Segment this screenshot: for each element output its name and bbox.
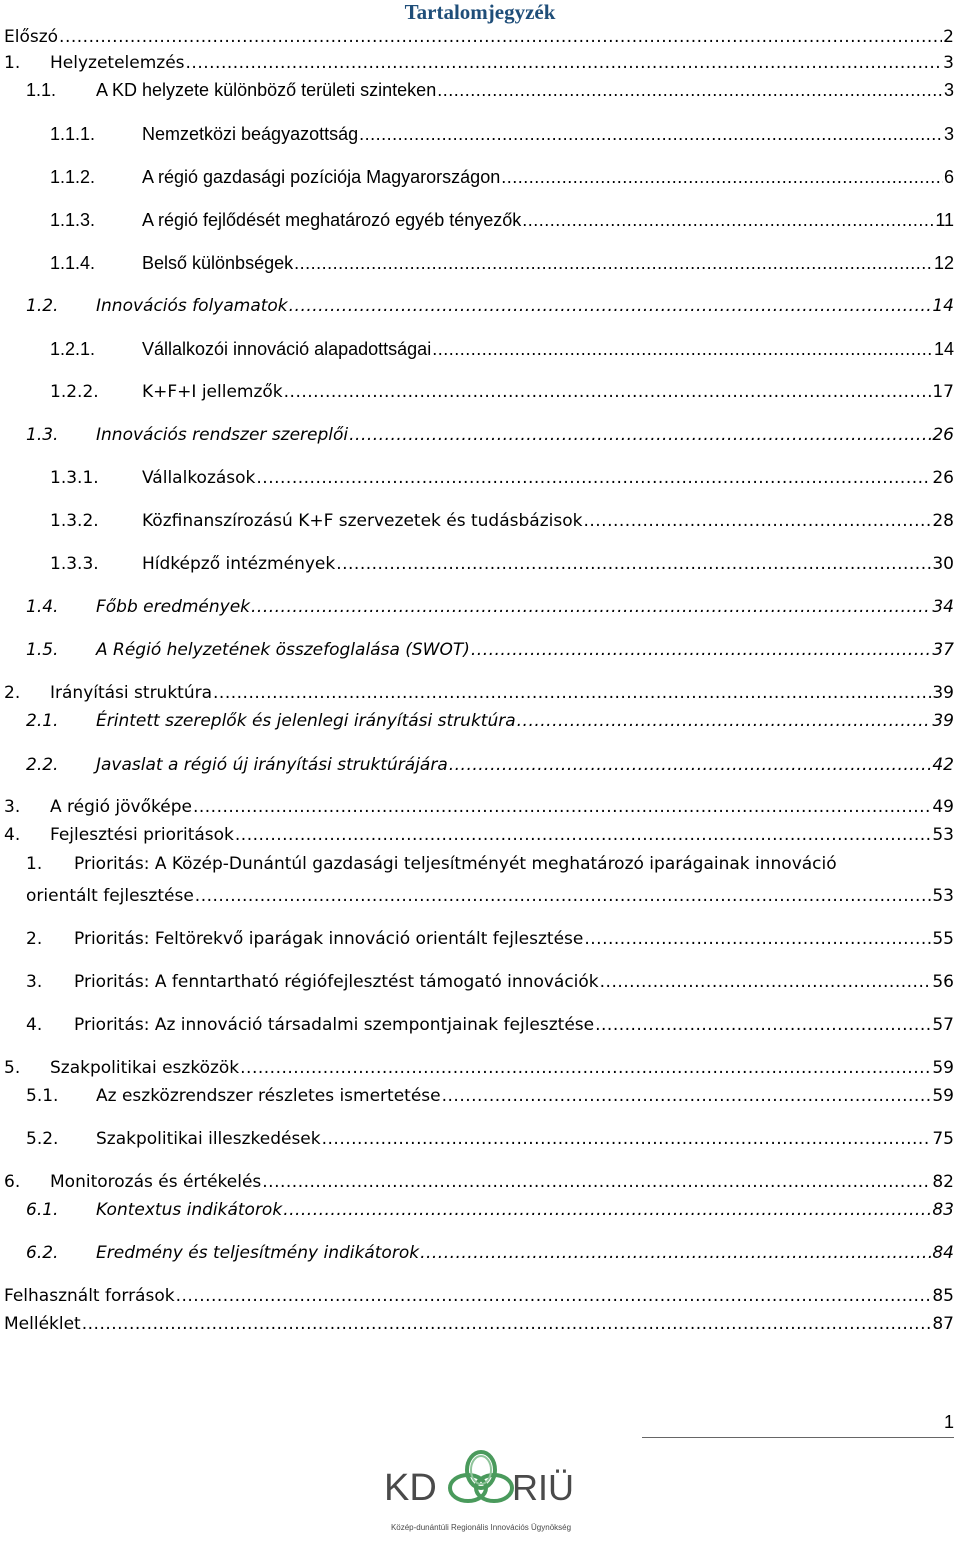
toc-entry-label: A régió jövőképe [50, 797, 192, 817]
toc-leader-dots [501, 167, 943, 188]
logo-text-left: KD [384, 1467, 437, 1509]
toc-entry-number: 1.1.1. [50, 124, 96, 144]
toc-entry-number: 1. [4, 53, 21, 73]
toc-leader-dots [283, 1200, 931, 1220]
toc-entry-label: Főbb eredmények [96, 597, 251, 617]
toc-leader-dots [176, 1286, 932, 1306]
toc-entry-page: 75 [932, 1129, 954, 1149]
toc-entry-number: 1.5. [26, 640, 59, 660]
toc-entry-page: 3 [943, 80, 954, 100]
toc-entry-number: 6. [4, 1172, 21, 1192]
toc-leader-dots [584, 929, 931, 949]
toc-leader-dots [289, 296, 932, 316]
toc-entry-label: Kontextus indikátorok [96, 1200, 283, 1220]
toc-leader-dots [322, 1129, 932, 1149]
toc-entry[interactable] [26, 886, 954, 906]
toc-entry[interactable] [4, 53, 954, 73]
toc-entry-number: 1.3.2. [50, 511, 99, 531]
toc-leader-dots [595, 1015, 931, 1035]
toc-leader-dots [600, 972, 932, 992]
toc-leader-dots [195, 886, 932, 906]
toc-entry-label: Prioritás: Az innováció társadalmi szempontjainak fejlesztése [74, 1015, 595, 1035]
toc-entry[interactable] [4, 797, 954, 817]
toc-entry-page: 6 [943, 167, 954, 187]
toc-entry-number: 2. [4, 683, 21, 703]
toc-entry-number: 3. [4, 797, 21, 817]
toc-entry[interactable] [26, 972, 954, 992]
toc-leader-dots [517, 711, 932, 731]
toc-entry[interactable] [26, 1129, 954, 1149]
toc-leader-dots [82, 1314, 932, 1334]
toc-entry-label-continued: orientált fejlesztése [26, 886, 194, 906]
toc-entry-label: Közfinanszírozású K+F szervezetek és tudásbázisok [142, 511, 583, 531]
toc-entry[interactable] [4, 1314, 954, 1334]
toc-leader-dots [349, 425, 931, 445]
toc-leader-dots [193, 797, 931, 817]
toc-entry-page: 83 [932, 1200, 954, 1220]
toc-leader-dots [235, 825, 931, 845]
toc-title: Tartalomjegyzék [404, 0, 556, 24]
toc-entry-page: 17 [932, 382, 954, 402]
toc-entry[interactable] [26, 1015, 954, 1035]
toc-entry-label: Érintett szereplők és jelenlegi irányítási struktúra [96, 711, 516, 731]
toc-entry-page: 49 [932, 797, 954, 817]
page-number: 1 [943, 1412, 954, 1432]
toc-leader-dots [449, 755, 932, 775]
toc-entry-number: 1. [26, 854, 43, 874]
toc-entry-number: 2. [26, 929, 43, 949]
toc-entry-number: 5.1. [26, 1086, 59, 1106]
toc-leader-dots [471, 640, 931, 660]
toc-leader-dots [432, 339, 933, 360]
toc-entry-page: 3 [943, 124, 954, 144]
toc-entry[interactable] [26, 1086, 954, 1106]
toc-entry-label: Javaslat a régió új irányítási struktúrájára [96, 755, 448, 775]
toc-entry[interactable] [26, 597, 954, 617]
toc-entry-number: 5.2. [26, 1129, 59, 1149]
toc-entry-number: 1.2. [26, 296, 59, 316]
toc-entry-page: 55 [932, 929, 954, 949]
toc-entry-label: Vállalkozói innováció alapadottságai [142, 339, 432, 359]
toc-entry-label: K+F+I jellemzők [142, 382, 283, 402]
toc-entry[interactable] [50, 253, 954, 274]
toc-entry[interactable] [26, 80, 954, 101]
toc-entry-number: 1.1.2. [50, 167, 96, 187]
toc-entry-number: 1.3.3. [50, 554, 99, 574]
toc-entry-page: 56 [932, 972, 954, 992]
toc-leader-dots [251, 597, 931, 617]
toc-entry-number: 3. [26, 972, 43, 992]
toc-entry[interactable] [50, 382, 954, 402]
toc-entry-page: 53 [932, 825, 954, 845]
toc-entry-page: 12 [933, 253, 954, 273]
toc-entry-number: 1.2.1. [50, 339, 96, 359]
toc-entry-label: Melléklet [4, 1314, 81, 1334]
toc-entry-label: Nemzetközi beágyazottság [142, 124, 359, 144]
toc-entry[interactable] [4, 27, 954, 47]
toc-entry-page: 59 [932, 1086, 954, 1106]
kdriu-logo-graphic [376, 1448, 586, 1538]
toc-entry-page: 34 [932, 597, 954, 617]
toc-leader-dots [359, 124, 943, 145]
toc-entry[interactable] [50, 554, 954, 574]
toc-entry-label: Irányítási struktúra [50, 683, 213, 703]
toc-entry-page: 84 [932, 1243, 954, 1263]
toc-entry-page: 30 [932, 554, 954, 574]
toc-entry[interactable] [50, 167, 954, 188]
toc-leader-dots [420, 1243, 931, 1263]
toc-entry-label: Prioritás: A Közép-Dunántúl gazdasági teljesítményét meghatározó iparágainak innováció [74, 854, 837, 874]
toc-entry-number: 1.1.4. [50, 253, 96, 273]
toc-entry-number: 2.2. [26, 755, 59, 775]
toc-entry-label: Monitorozás és értékelés [50, 1172, 262, 1192]
toc-leader-dots [294, 253, 933, 274]
toc-entry-number: 6.2. [26, 1243, 59, 1263]
toc-entry-page: 14 [932, 296, 954, 316]
toc-entry-page: 26 [932, 425, 954, 445]
toc-entry[interactable] [26, 425, 954, 445]
toc-leader-dots [213, 683, 931, 703]
toc-entry-label: A régió fejlődését meghatározó egyéb tényezők [142, 210, 522, 230]
toc-entry[interactable] [4, 1172, 954, 1192]
toc-leader-dots [256, 468, 931, 488]
toc-entry[interactable] [26, 1243, 954, 1263]
logo-text-right: RIÜ [512, 1467, 574, 1508]
toc-entry[interactable] [50, 124, 954, 145]
toc-entry[interactable] [50, 511, 954, 531]
logo-subtitle: Közép-dunántúli Regionális Innovációs Ügynökség [390, 1523, 572, 1532]
toc-entry-label: Vállalkozások [142, 468, 256, 488]
toc-entry-page: 3 [943, 53, 954, 73]
toc-leader-dots [240, 1058, 931, 1078]
toc-entry-label: Felhasznált források [4, 1286, 175, 1306]
toc-entry-label: Prioritás: Feltörekvő iparágak innováció orientált fejlesztése [74, 929, 584, 949]
toc-entry-page: 57 [932, 1015, 954, 1035]
toc-entry-label: Prioritás: A fenntartható régiófejlesztést támogató innovációk [74, 972, 599, 992]
toc-entry-page: 26 [932, 468, 954, 488]
toc-entry[interactable] [26, 296, 954, 316]
toc-entry-label: Az eszközrendszer részletes ismertetése [96, 1086, 441, 1106]
toc-entry-page: 42 [932, 755, 954, 775]
toc-entry-page: 53 [932, 886, 954, 906]
toc-entry-page: 37 [932, 640, 954, 660]
toc-entry-page: 11 [935, 210, 954, 230]
knot-emblem-icon [450, 1452, 512, 1501]
toc-entry-page: 87 [932, 1314, 954, 1334]
toc-entry-page: 82 [932, 1172, 954, 1192]
toc-entry-label: A Régió helyzetének összefoglalása (SWOT) [96, 640, 470, 660]
toc-entry-number: 1.1.3. [50, 210, 96, 230]
toc-entry-label: Előszó [4, 27, 59, 47]
toc-leader-dots [522, 210, 934, 231]
toc-entry-page: 28 [932, 511, 954, 531]
toc-entry-number: 5. [4, 1058, 21, 1078]
toc-entry-label: A régió gazdasági pozíciója Magyarországon [142, 167, 501, 187]
footer-divider [642, 1437, 954, 1438]
toc-entry[interactable] [26, 1200, 954, 1220]
toc-entry-page: 39 [932, 711, 954, 731]
toc-leader-dots [336, 554, 931, 574]
toc-entry-label: Szakpolitikai eszközök [50, 1058, 240, 1078]
toc-leader-dots [186, 53, 943, 73]
toc-leader-dots [442, 1086, 932, 1106]
toc-entry-page: 85 [932, 1286, 954, 1306]
toc-entry-label: Helyzetelemzés [50, 53, 185, 73]
toc-entry-label: Innovációs rendszer szereplői [96, 425, 349, 445]
toc-entry-number: 1.4. [26, 597, 59, 617]
toc-entry-label: Szakpolitikai illeszkedések [96, 1129, 321, 1149]
kdriu-logo [376, 1448, 586, 1538]
toc-entry[interactable] [26, 640, 954, 660]
toc-entry[interactable] [50, 468, 954, 488]
toc-leader-dots [262, 1172, 931, 1192]
toc-entry-number: 4. [4, 825, 21, 845]
toc-leader-dots [583, 511, 931, 531]
toc-entry-number: 1.1. [26, 80, 57, 100]
toc-entry[interactable] [4, 1058, 954, 1078]
toc-entry[interactable] [50, 339, 954, 360]
toc-entry-number: 1.3.1. [50, 468, 99, 488]
toc-entry[interactable] [26, 755, 954, 775]
toc-entry[interactable] [26, 929, 954, 949]
toc-entry-page: 2 [943, 27, 954, 47]
toc-entry-page: 39 [932, 683, 954, 703]
toc-entry-page: 14 [933, 339, 954, 359]
toc-entry[interactable] [26, 711, 954, 731]
toc-entry[interactable] [4, 825, 954, 845]
toc-entry-number: 6.1. [26, 1200, 59, 1220]
toc-entry-page: 59 [932, 1058, 954, 1078]
toc-leader-dots [59, 27, 942, 47]
toc-entry[interactable] [4, 683, 954, 703]
toc-entry-label: Hídképző intézmények [142, 554, 336, 574]
toc-entry-number: 4. [26, 1015, 43, 1035]
toc-entry-number: 1.3. [26, 425, 59, 445]
toc-entry[interactable] [4, 1286, 954, 1306]
toc-entry-label: A KD helyzete különböző területi szinteken [96, 80, 437, 100]
toc-entry-number: 2.1. [26, 711, 59, 731]
toc-leader-dots [284, 382, 932, 402]
toc-entry-label: Belső különbségek [142, 253, 294, 273]
toc-entry[interactable] [50, 210, 954, 231]
toc-entry-line1[interactable] [26, 854, 837, 874]
toc-leader-dots [437, 80, 943, 101]
toc-entry-label: Eredmény és teljesítmény indikátorok [96, 1243, 420, 1263]
toc-entry-label: Fejlesztési prioritások [50, 825, 234, 845]
toc-entry-number: 1.2.2. [50, 382, 99, 402]
toc-entry-label: Innovációs folyamatok [96, 296, 288, 316]
